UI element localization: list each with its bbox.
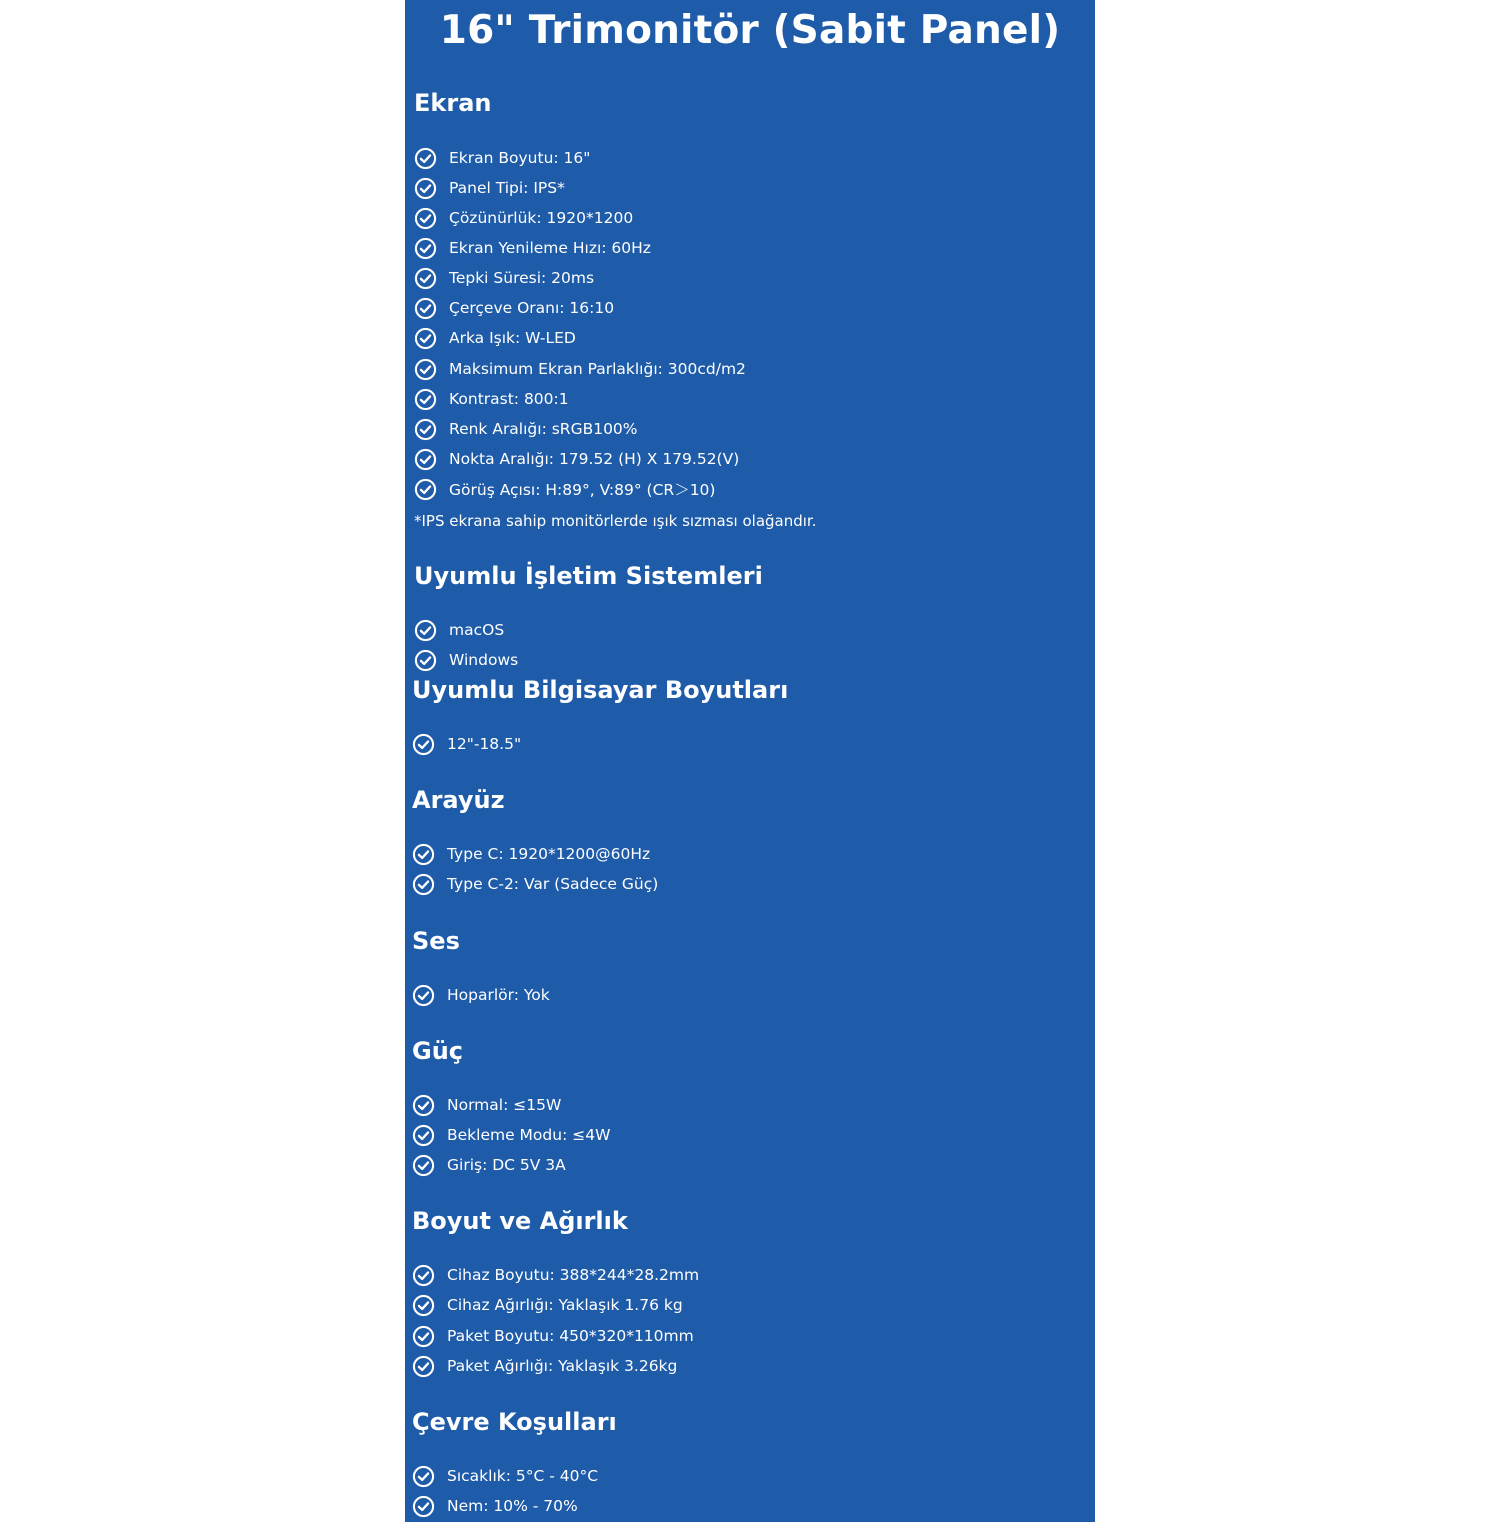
spec-item — [412, 1464, 598, 1488]
spec-item-text: Ekran Yenileme Hızı: 60Hz — [449, 239, 651, 257]
page-title: 16" Trimonitör (Sabit Panel) — [439, 8, 1061, 53]
check-circle-icon — [412, 1355, 435, 1378]
spec-item — [412, 1354, 677, 1378]
spec-item-text: Windows — [449, 651, 519, 669]
spec-item — [414, 477, 715, 501]
spec-item-text: Çerçeve Oranı: 16:10 — [449, 299, 615, 317]
check-circle-icon — [412, 1325, 435, 1348]
check-circle-icon — [414, 448, 437, 471]
check-circle-icon — [414, 297, 437, 320]
spec-item-text: Bekleme Modu: ≤4W — [447, 1126, 611, 1144]
spec-item — [412, 1123, 610, 1147]
spec-item-text: Görüş Açısı: H:89°, V:89° (CR＞10) — [449, 481, 716, 499]
spec-item-text: Nem: 10% - 70% — [447, 1497, 578, 1515]
spec-panel — [405, 0, 1095, 1522]
spec-item — [412, 842, 650, 866]
check-circle-icon — [414, 327, 437, 350]
spec-item — [414, 387, 569, 411]
section-heading-computer-sizes: Uyumlu Bilgisayar Boyutları — [412, 676, 789, 704]
spec-item — [412, 1263, 699, 1287]
spec-item-text: 12"-18.5" — [447, 735, 522, 753]
check-circle-icon — [414, 147, 437, 170]
spec-item-text: Renk Aralığı: sRGB100% — [449, 420, 638, 438]
spec-item — [412, 983, 550, 1007]
section-heading-os: Uyumlu İşletim Sistemleri — [414, 562, 763, 590]
check-circle-icon — [414, 237, 437, 260]
spec-item — [414, 206, 633, 230]
section-heading-power: Güç — [412, 1037, 464, 1065]
spec-item-text: Maksimum Ekran Parlaklığı: 300cd/m2 — [449, 360, 746, 378]
spec-item — [414, 417, 638, 441]
check-circle-icon — [412, 843, 435, 866]
spec-item-text: Cihaz Boyutu: 388*244*28.2mm — [447, 1266, 700, 1284]
spec-item — [412, 732, 521, 756]
spec-item — [414, 266, 594, 290]
spec-item — [412, 1293, 683, 1317]
check-circle-icon — [412, 1094, 435, 1117]
section-heading-environment: Çevre Koşulları — [412, 1408, 617, 1436]
spec-item — [412, 872, 658, 896]
spec-item — [414, 146, 590, 170]
check-circle-icon — [414, 478, 437, 501]
spec-item-text: Kontrast: 800:1 — [449, 390, 569, 408]
check-circle-icon — [414, 619, 437, 642]
spec-item-text: Type C-2: Var (Sadece Güç) — [447, 875, 659, 893]
spec-item — [414, 447, 739, 471]
spec-item-text: Normal: ≤15W — [447, 1096, 562, 1114]
spec-item-text: Type C: 1920*1200@60Hz — [447, 845, 651, 863]
spec-item-text: Nokta Aralığı: 179.52 (H) X 179.52(V) — [449, 450, 740, 468]
check-circle-icon — [412, 1465, 435, 1488]
section-heading-audio: Ses — [412, 927, 460, 955]
spec-item-text: macOS — [449, 621, 505, 639]
check-circle-icon — [412, 733, 435, 756]
spec-item-text: Hoparlör: Yok — [447, 986, 550, 1004]
spec-item — [414, 648, 518, 672]
check-circle-icon — [414, 358, 437, 381]
check-circle-icon — [412, 1124, 435, 1147]
spec-item — [414, 236, 651, 260]
spec-item — [414, 326, 576, 350]
check-circle-icon — [412, 1294, 435, 1317]
spec-item — [412, 1324, 694, 1348]
check-circle-icon — [414, 267, 437, 290]
spec-item — [412, 1494, 578, 1518]
check-circle-icon — [414, 388, 437, 411]
check-circle-icon — [414, 649, 437, 672]
spec-item — [414, 618, 504, 642]
spec-item — [412, 1093, 561, 1117]
spec-item — [412, 1153, 566, 1177]
check-circle-icon — [412, 984, 435, 1007]
check-circle-icon — [414, 207, 437, 230]
spec-item — [414, 296, 614, 320]
spec-item-text: Paket Boyutu: 450*320*110mm — [447, 1327, 694, 1345]
check-circle-icon — [414, 177, 437, 200]
spec-item-text: Tepki Süresi: 20ms — [449, 269, 595, 287]
spec-item — [414, 176, 565, 200]
spec-item-text: Çözünürlük: 1920*1200 — [449, 209, 634, 227]
check-circle-icon — [412, 873, 435, 896]
footnote: *IPS ekrana sahip monitörlerde ışık sızması olağandır. — [414, 512, 817, 530]
section-heading-dimensions: Boyut ve Ağırlık — [412, 1207, 628, 1235]
check-circle-icon — [412, 1154, 435, 1177]
spec-item-text: Cihaz Ağırlığı: Yaklaşık 1.76 kg — [447, 1296, 683, 1314]
spec-item-text: Sıcaklık: 5°C - 40°C — [447, 1467, 599, 1485]
spec-item-text: Ekran Boyutu: 16" — [449, 149, 591, 167]
section-heading-ekran: Ekran — [414, 89, 492, 117]
spec-item — [414, 357, 746, 381]
section-heading-interface: Arayüz — [412, 786, 505, 814]
spec-item-text: Arka Işık: W-LED — [449, 329, 576, 347]
check-circle-icon — [414, 418, 437, 441]
spec-item-text: Panel Tipi: IPS* — [449, 179, 565, 197]
spec-item-text: Paket Ağırlığı: Yaklaşık 3.26kg — [447, 1357, 678, 1375]
check-circle-icon — [412, 1495, 435, 1518]
check-circle-icon — [412, 1264, 435, 1287]
spec-item-text: Giriş: DC 5V 3A — [447, 1156, 566, 1174]
